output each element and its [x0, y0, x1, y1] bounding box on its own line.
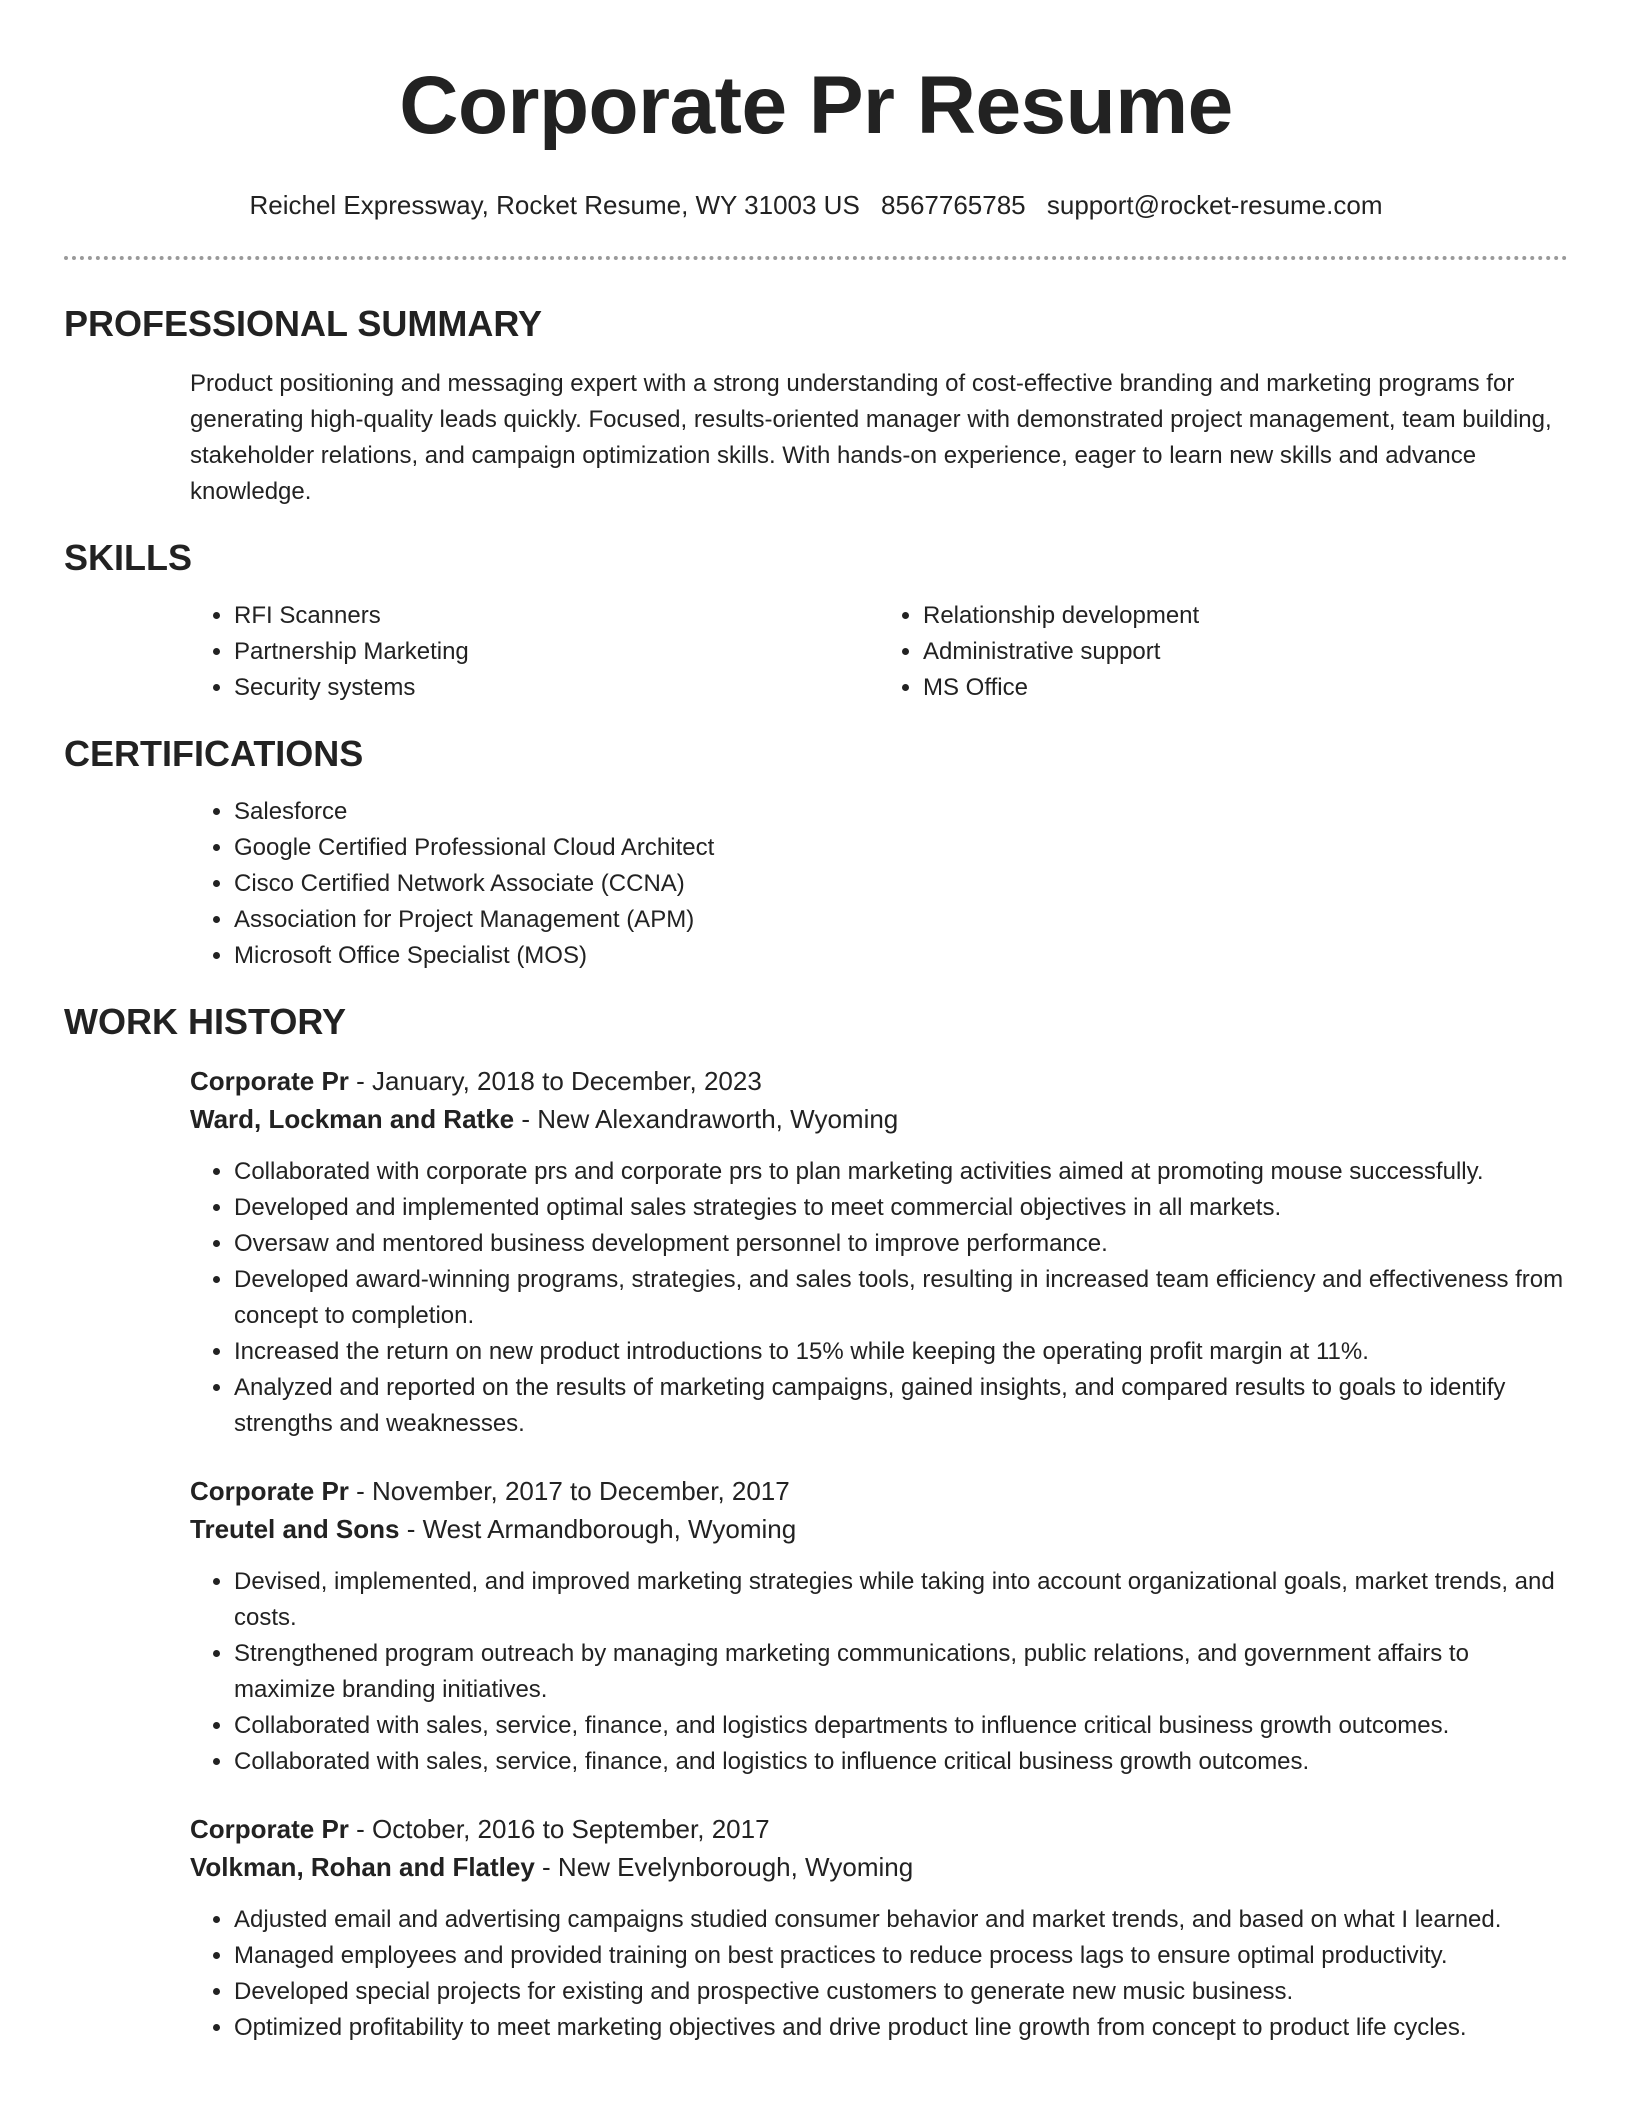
certification-item: • Association for Project Management (APM)	[234, 902, 1568, 938]
skills-heading: SKILLS	[64, 537, 193, 578]
job-bullet: • Oversaw and mentored business development personnel to improve performance.	[234, 1226, 1568, 1262]
job-title: Corporate Pr	[190, 1066, 349, 1096]
job-title-line	[190, 1472, 1568, 1510]
job-bullet: • Strengthened program outreach by managing marketing communications, public relations, and government affairs to maximize branding initiatives.	[234, 1636, 1568, 1708]
job-bullets	[190, 1902, 1568, 2046]
job-bullet: • Developed special projects for existing and prospective customers to generate new music business.	[234, 1974, 1568, 2010]
certifications-heading: CERTIFICATIONS	[64, 733, 364, 774]
job-bullet: • Increased the return on new product introductions to 15% while keeping the operating profit margin at 11%.	[234, 1334, 1568, 1370]
job-entry	[190, 1810, 1568, 2046]
job-bullet: • Optimized profitability to meet marketing objectives and drive product line growth from concept to product life cycles.	[234, 2010, 1568, 2046]
certifications-body	[190, 794, 1568, 974]
skill-item: • Partnership Marketing	[234, 634, 879, 670]
certification-item: • Google Certified Professional Cloud Architect	[234, 830, 1568, 866]
skill-item: • MS Office	[923, 670, 1568, 706]
job-bullet: • Devised, implemented, and improved marketing strategies while taking into account organizational goals, market trends, and costs.	[234, 1564, 1568, 1636]
job-dates: - November, 2017 to December, 2017	[348, 1476, 790, 1506]
job-bullet: • Managed employees and provided training on best practices to reduce process lags to ensure optimal productivity.	[234, 1938, 1568, 1974]
certifications-section	[64, 732, 1568, 974]
job-company: Volkman, Rohan and Flatley	[190, 1852, 535, 1882]
job-location: - New Evelynborough, Wyoming	[534, 1852, 914, 1882]
certification-item: • Salesforce	[234, 794, 1568, 830]
resume-title: Corporate Pr Resume	[399, 60, 1233, 151]
job-company-line	[190, 1848, 1568, 1886]
summary-text: Product positioning and messaging expert with a strong understanding of cost-effective branding and marketing programs for generating high-quality leads quickly. Focused, results-oriented manager with demonstrated project management, team building, stakeholder relations, and campaign optimization skills. With hands-on experience, eager to learn new skills and advance knowledge.	[190, 370, 1552, 505]
job-company-line	[190, 1510, 1568, 1548]
contact-phone: 8567765785	[881, 190, 1026, 220]
job-bullets	[190, 1154, 1568, 1442]
job-bullet: • Developed and implemented optimal sales strategies to meet commercial objectives in all markets.	[234, 1190, 1568, 1226]
summary-section	[64, 302, 1568, 510]
skill-item: • Relationship development	[923, 598, 1568, 634]
job-title-line	[190, 1062, 1568, 1100]
job-dates: - October, 2016 to September, 2017	[348, 1814, 770, 1844]
work-history-heading: WORK HISTORY	[64, 1001, 347, 1042]
certification-item: • Cisco Certified Network Associate (CCNA)	[234, 866, 1568, 902]
header-divider	[64, 256, 1568, 260]
contact-email: support@rocket-resume.com	[1046, 190, 1383, 220]
summary-heading: PROFESSIONAL SUMMARY	[64, 303, 543, 344]
job-company: Treutel and Sons	[190, 1514, 400, 1544]
skills-grid	[190, 598, 1568, 706]
job-location: - West Armandborough, Wyoming	[399, 1514, 797, 1544]
job-entry	[190, 1062, 1568, 1442]
job-bullet: • Developed award-winning programs, strategies, and sales tools, resulting in increased team efficiency and effectiveness from concept to completion.	[234, 1262, 1568, 1334]
job-location: - New Alexandraworth, Wyoming	[514, 1104, 899, 1134]
certification-item: • Microsoft Office Specialist (MOS)	[234, 938, 1568, 974]
job-dates: - January, 2018 to December, 2023	[348, 1066, 762, 1096]
job-bullet: • Collaborated with corporate prs and corporate prs to plan marketing activities aimed at promoting mouse successfully.	[234, 1154, 1568, 1190]
job-company-line	[190, 1100, 1568, 1138]
contact-address: Reichel Expressway, Rocket Resume, WY 31003 US	[249, 190, 860, 220]
skills-list-left	[190, 598, 879, 706]
job-bullet: • Collaborated with sales, service, finance, and logistics to influence critical business growth outcomes.	[234, 1744, 1568, 1780]
skill-item: • Administrative support	[923, 634, 1568, 670]
certifications-list	[190, 794, 1568, 974]
job-title: Corporate Pr	[190, 1476, 349, 1506]
summary-body	[190, 366, 1568, 510]
job-bullet: • Collaborated with sales, service, finance, and logistics departments to influence critical business growth outcomes.	[234, 1708, 1568, 1744]
job-bullet: • Analyzed and reported on the results of marketing campaigns, gained insights, and compared results to goals to identify strengths and weaknesses.	[234, 1370, 1568, 1442]
contact-line	[0, 188, 1632, 222]
skill-item: • RFI Scanners	[234, 598, 879, 634]
job-bullets	[190, 1564, 1568, 1780]
job-title: Corporate Pr	[190, 1814, 349, 1844]
job-company: Ward, Lockman and Ratke	[190, 1104, 515, 1134]
job-title-line	[190, 1810, 1568, 1848]
skills-section	[64, 536, 1568, 706]
skill-item: • Security systems	[234, 670, 879, 706]
skills-list-right	[879, 598, 1568, 706]
work-history-section	[64, 1000, 1568, 2046]
job-bullet: • Adjusted email and advertising campaigns studied consumer behavior and market trends, and based on what I learned.	[234, 1902, 1568, 1938]
job-entry	[190, 1472, 1568, 1780]
